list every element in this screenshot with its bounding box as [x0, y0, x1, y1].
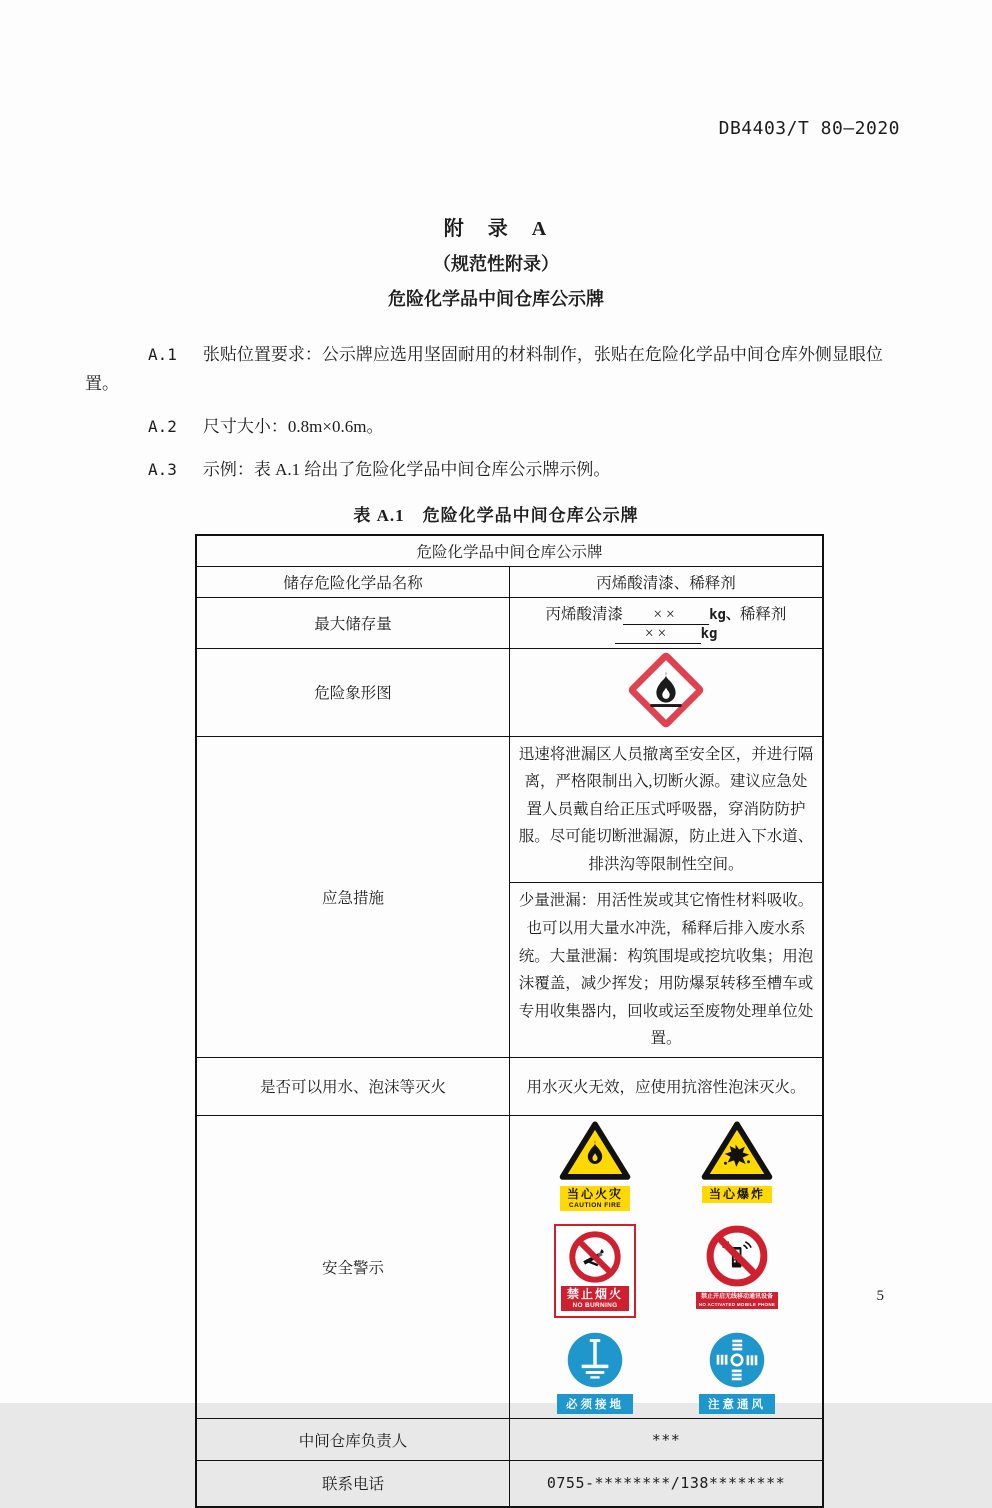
unit-label: kg、	[709, 606, 740, 623]
extinguish-label: 是否可以用水、泡沫等灭火	[196, 1057, 510, 1115]
signs-row-1	[541, 1120, 791, 1211]
manager-label: 中间仓库负责人	[196, 1419, 510, 1461]
clause-number: A.3	[148, 459, 177, 479]
ventilation-icon	[708, 1331, 766, 1389]
standard-number: DB4403/T 80—2020	[718, 118, 900, 139]
max-storage-prefix: 稀释剂	[739, 605, 787, 623]
sign-must-ground	[541, 1331, 649, 1414]
safety-warning-label: 安全警示	[196, 1115, 510, 1418]
sign-label-en: NO ACTIVATED MOBILE PHONE	[698, 1301, 776, 1307]
appendix-heading: 附 录 A	[443, 218, 549, 240]
table-row	[196, 1115, 823, 1418]
caution-explosion-icon	[701, 1120, 773, 1182]
sign-label	[557, 1394, 633, 1414]
manager-value: ***	[510, 1419, 824, 1461]
safety-signs-grid	[518, 1120, 814, 1414]
sign-label	[561, 1286, 629, 1311]
signs-row-2	[541, 1224, 791, 1318]
must-ground-icon	[566, 1331, 624, 1389]
sign-label-cn: 必须接地	[566, 1399, 624, 1412]
chemical-name-value: 丙烯酸清漆、稀释剂	[510, 566, 824, 597]
safety-signs-cell	[510, 1115, 824, 1418]
clause-text: 示例：表 A.1 给出了危险化学品中间仓库公示牌示例。	[202, 459, 611, 479]
page-number: 5	[876, 1288, 884, 1304]
max-storage-prefix: 丙烯酸清漆	[545, 605, 624, 623]
max-storage-value	[510, 597, 824, 648]
clause-number: A.1	[148, 345, 177, 364]
emergency-text-leak: 少量泄漏：用活性炭或其它惰性材料吸收。也可以用大量水冲洗，稀释后排入废水系统。大量泄漏：构筑围堤或挖坑收集；用泡沫覆盖，减少挥发；用防爆泵转移至槽车或专用收集器内，回收或运至废物处理单位处置。	[510, 883, 824, 1057]
table-row	[196, 1461, 823, 1507]
table-row	[196, 597, 823, 648]
emergency-label: 应急措施	[196, 736, 510, 1057]
table-row	[196, 566, 823, 597]
appendix-subject: 危险化学品中间仓库公示牌	[388, 289, 604, 309]
sign-label	[560, 1186, 630, 1211]
extinguish-value: 用水灭火无效，应使用抗溶性泡沫灭火。	[510, 1057, 824, 1115]
notice-board-table	[195, 534, 824, 1508]
sign-caution-explosion	[683, 1120, 791, 1203]
ghs-flame-pictogram-icon	[629, 653, 703, 727]
clause-a2	[85, 413, 904, 442]
board-title-cell: 危险化学品中间仓库公示牌	[196, 535, 823, 567]
appendix-title-block	[0, 0, 992, 311]
clause-a1	[85, 341, 904, 399]
sign-label-cn: 禁止烟火	[566, 1287, 623, 1302]
sign-label	[696, 1292, 778, 1309]
sign-label-cn: 当心火灾	[566, 1186, 623, 1201]
quantity-blank: ××	[615, 625, 701, 644]
sign-label-en: CAUTION FIRE	[568, 1201, 622, 1209]
clause-a3	[85, 456, 904, 485]
clause-text: 张贴位置要求：公示牌应选用坚固耐用的材料制作，张贴在危险化学品中间仓库外侧显眼位置。	[85, 345, 883, 393]
phone-label: 联系电话	[196, 1461, 510, 1507]
sign-caution-fire	[541, 1120, 649, 1211]
sign-label	[702, 1186, 772, 1203]
sign-label-en: NO BURNING	[572, 1302, 618, 1310]
table-row	[196, 535, 823, 567]
sign-ventilation	[683, 1331, 791, 1414]
sign-no-mobile-phone	[683, 1224, 791, 1309]
emergency-text-evacuation: 迅速将泄漏区人员撤离至安全区，并进行隔离，严格限制出入,切断火源。建议应急处置人员戴自给正压式呼吸器，穿消防防护服。尽可能切断泄漏源，防止进入下水道、排洪沟等限制性空间。	[510, 736, 824, 883]
table-row	[196, 736, 823, 883]
phone-value: 0755-********/138********	[510, 1461, 824, 1507]
unit-label: kg	[700, 625, 718, 642]
no-burning-frame	[554, 1224, 636, 1318]
sign-label	[699, 1394, 775, 1414]
table-row	[196, 1419, 823, 1461]
sign-label-cn: 注意通风	[708, 1399, 766, 1412]
pictogram-label: 危险象形图	[196, 648, 510, 736]
no-burning-icon	[568, 1230, 622, 1284]
clause-list	[85, 341, 904, 485]
quantity-blank: ××	[623, 606, 709, 625]
sign-no-burning	[541, 1224, 649, 1318]
max-storage-label: 最大储存量	[196, 597, 510, 648]
appendix-type: （规范性附录）	[433, 254, 559, 274]
clause-text: 尺寸大小：0.8m×0.6m。	[202, 416, 384, 436]
table-caption: 表 A.1 危险化学品中间仓库公示牌	[353, 505, 639, 525]
table-row	[196, 648, 823, 736]
no-mobile-phone-icon	[705, 1224, 769, 1288]
sign-label-cn: 禁止开启无线移动通讯设备	[700, 1294, 773, 1301]
sign-label-cn: 当心爆炸	[708, 1186, 765, 1201]
table-row	[196, 1057, 823, 1115]
caution-fire-icon	[559, 1120, 631, 1182]
clause-number: A.2	[148, 416, 177, 436]
chemical-name-label: 储存危险化学品名称	[196, 566, 510, 597]
pictogram-cell	[510, 648, 824, 736]
signs-row-3	[541, 1331, 791, 1414]
